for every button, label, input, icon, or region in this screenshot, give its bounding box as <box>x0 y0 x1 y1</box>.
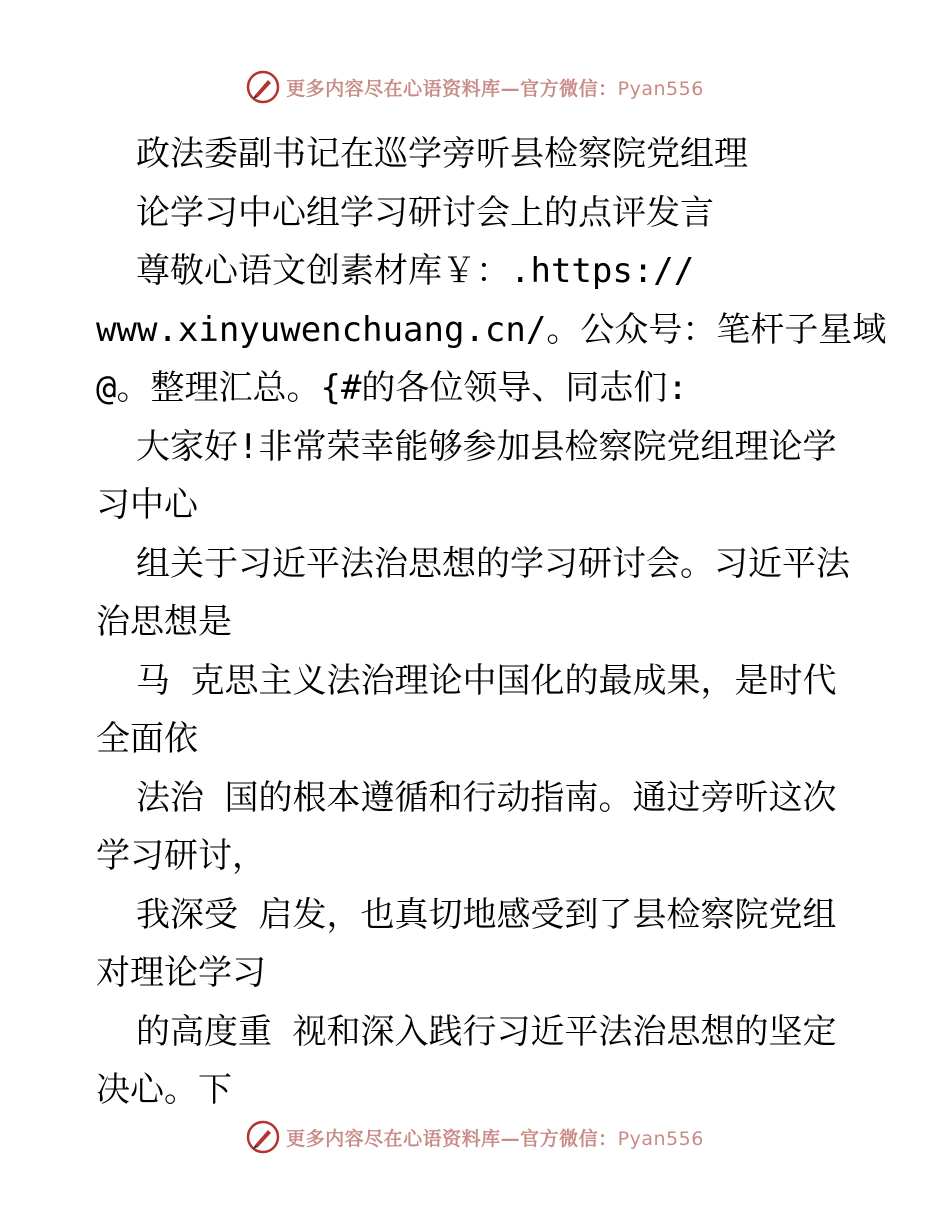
text-line: 尊敬心语文创素材库￥：.https:// <box>136 251 695 291</box>
text-line: www.xinyuwenchuang.cn/。公众号：笔杆子星域 <box>96 309 887 350</box>
text-line: 法治 国的根本遵循和行动指南。通过旁听这次 <box>136 777 837 818</box>
text-line: 学习研讨， <box>96 836 266 876</box>
text-line: 论学习中心组学习研讨会上的点评发言 <box>136 192 714 233</box>
text-line: 决心。下 <box>96 1070 232 1110</box>
text-line: 政法委副书记在巡学旁听县检察院党组理 <box>136 134 748 174</box>
banner-text: 更多内容尽在心语资料库—官方微信： <box>286 1127 618 1150</box>
text-line: @。整理汇总。{#的各位领导、同志们: <box>96 368 688 408</box>
banner-wechat-id: Pyan556 <box>617 77 704 100</box>
text-line: 我深受 启发，也真切地感受到了县检察院党组 <box>136 894 837 935</box>
pen-logo-icon <box>246 70 280 104</box>
banner-text: 更多内容尽在心语资料库—官方微信： <box>286 77 618 100</box>
pen-logo-icon <box>246 1120 280 1154</box>
document-body <box>96 125 886 1120</box>
banner-wechat-id: Pyan556 <box>617 1127 704 1150</box>
text-line: 习中心 <box>96 485 198 525</box>
text-line: 对理论学习 <box>96 953 266 993</box>
header-banner <box>0 70 950 110</box>
text-line: 全面依 <box>96 719 198 759</box>
text-line: 组关于习近平法治思想的学习研讨会。习近平法 <box>136 543 850 584</box>
text-line: 大家好!非常荣幸能够参加县检察院党组理论学 <box>136 426 837 467</box>
text-line: 马 克思主义法治理论中国化的最成果，是时代 <box>136 660 837 701</box>
footer-banner <box>0 1120 950 1160</box>
text-line: 治思想是 <box>96 602 232 642</box>
text-line: 的高度重 视和深入践行习近平法治思想的坚定 <box>136 1011 837 1052</box>
